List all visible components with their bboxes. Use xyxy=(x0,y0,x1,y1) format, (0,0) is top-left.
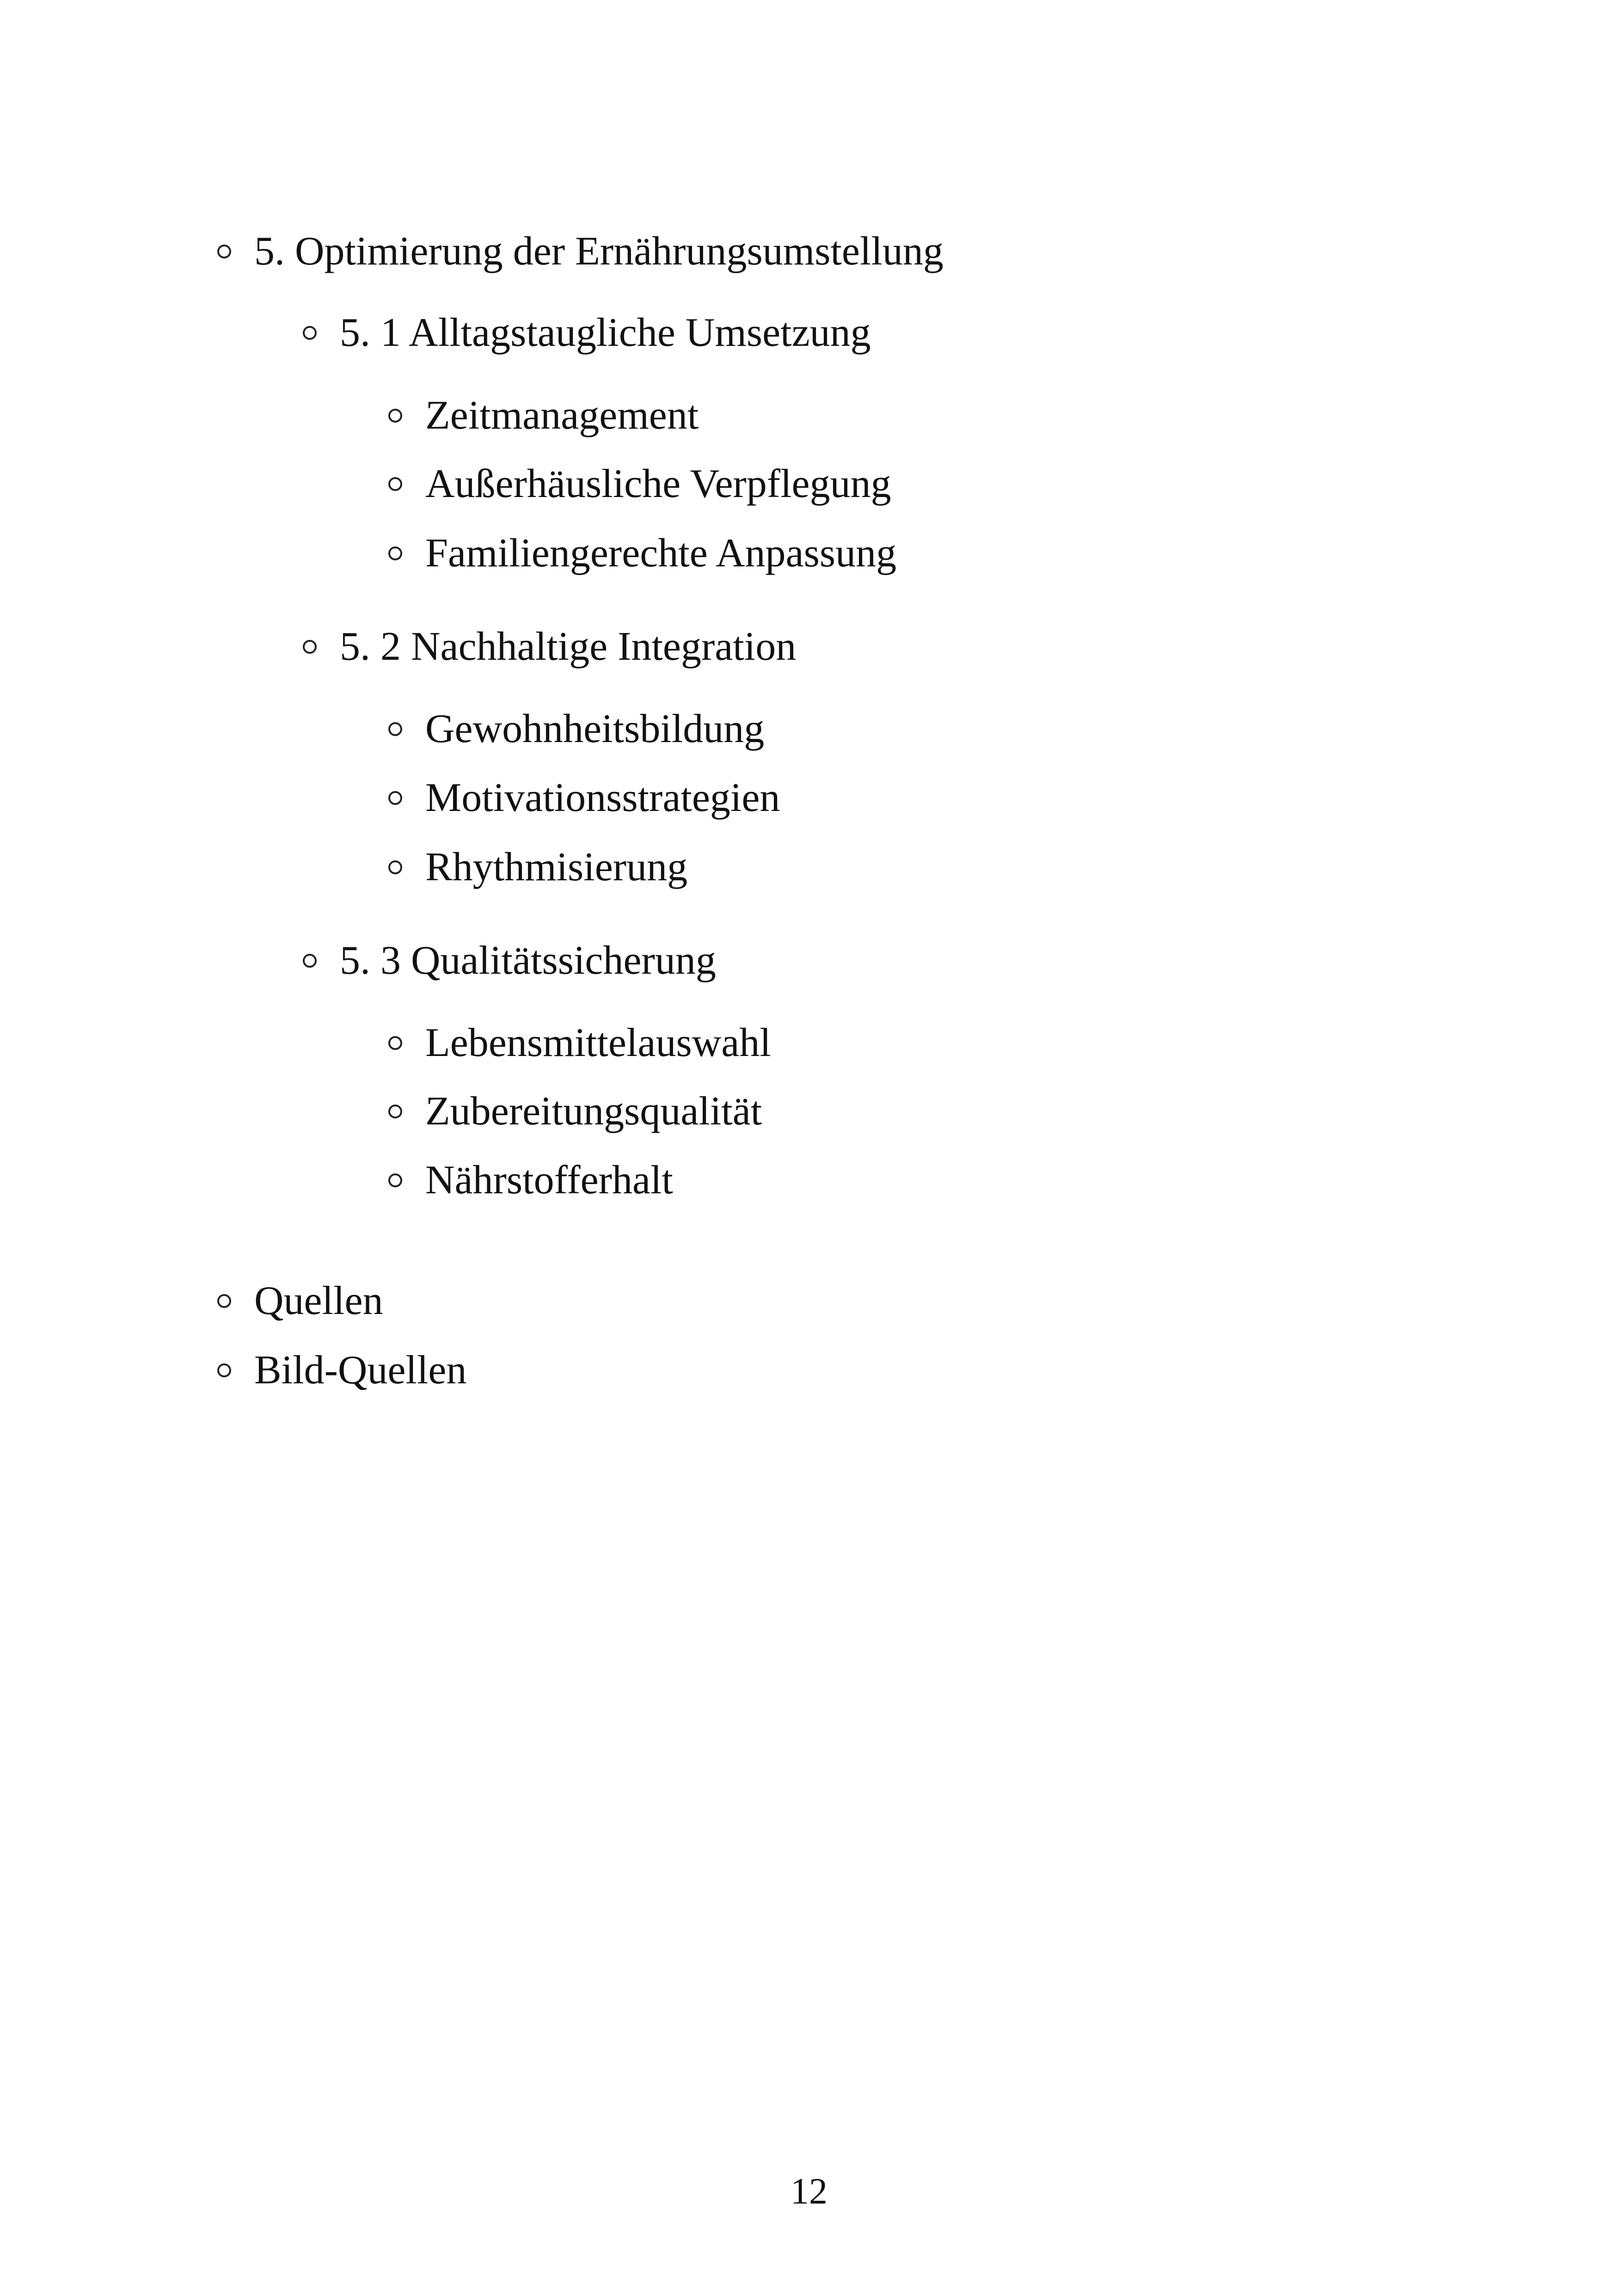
hollow-circle-bullet-icon xyxy=(388,1173,402,1187)
hollow-circle-bullet-icon xyxy=(303,954,317,968)
hollow-circle-bullet-icon xyxy=(303,640,317,654)
hollow-circle-bullet-icon xyxy=(388,1036,402,1050)
hollow-circle-bullet-icon xyxy=(217,1363,231,1377)
toc-item xyxy=(388,533,896,574)
page-number: 12 xyxy=(791,2171,827,2212)
hollow-circle-bullet-icon xyxy=(303,326,317,340)
hollow-circle-bullet-icon xyxy=(217,1294,231,1308)
hollow-circle-bullet-icon xyxy=(388,860,402,874)
toc-item-label: Außerhäusliche Verpflegung xyxy=(425,461,891,506)
toc-item xyxy=(388,775,780,820)
hollow-circle-bullet-icon xyxy=(388,722,402,736)
toc-item xyxy=(388,847,687,888)
toc-item xyxy=(388,1020,771,1065)
toc-sources xyxy=(217,1278,383,1323)
toc-item-label: Zeitmanagement xyxy=(425,393,699,438)
toc-item-label: Lebensmittelauswahl xyxy=(425,1020,771,1065)
toc-item-label: Gewohnheitsbildung xyxy=(425,706,765,751)
toc-section-5 xyxy=(217,231,944,272)
toc-item-label: Motivationsstrategien xyxy=(425,775,780,820)
hollow-circle-bullet-icon xyxy=(388,546,402,560)
toc-item xyxy=(388,1091,762,1132)
toc-subsection-5-2 xyxy=(303,626,796,667)
hollow-circle-bullet-icon xyxy=(217,245,231,258)
toc-subsection-5-1 xyxy=(303,310,871,355)
toc-subsection-title: 5. 3 Qualitätssicherung xyxy=(340,938,716,983)
toc-item-label: Familiengerechte Anpassung xyxy=(425,531,897,576)
hollow-circle-bullet-icon xyxy=(388,409,402,423)
toc-subsection-title: 5. 2 Nachhaltige Integration xyxy=(340,624,797,669)
hollow-circle-bullet-icon xyxy=(388,1105,402,1118)
toc-subsection-title: 5. 1 Alltagstaugliche Umsetzung xyxy=(340,310,871,355)
toc-subsection-5-3 xyxy=(303,940,716,981)
hollow-circle-bullet-icon xyxy=(388,477,402,491)
toc-item xyxy=(388,706,765,751)
toc-section-title: 5. Optimierung der Ernährungsumstellung xyxy=(254,229,944,274)
toc-item xyxy=(388,461,891,506)
toc-item xyxy=(388,1160,673,1201)
toc-item-label: Zubereitungsqualität xyxy=(425,1089,762,1134)
toc-sources-label: Quellen xyxy=(254,1278,383,1323)
hollow-circle-bullet-icon xyxy=(388,791,402,805)
toc-item-label: Nährstofferhalt xyxy=(425,1158,673,1203)
toc-item-label: Rhythmisierung xyxy=(425,845,688,890)
toc-item xyxy=(388,395,699,436)
toc-image-sources-label: Bild-Quellen xyxy=(254,1348,467,1393)
toc-image-sources xyxy=(217,1350,466,1391)
